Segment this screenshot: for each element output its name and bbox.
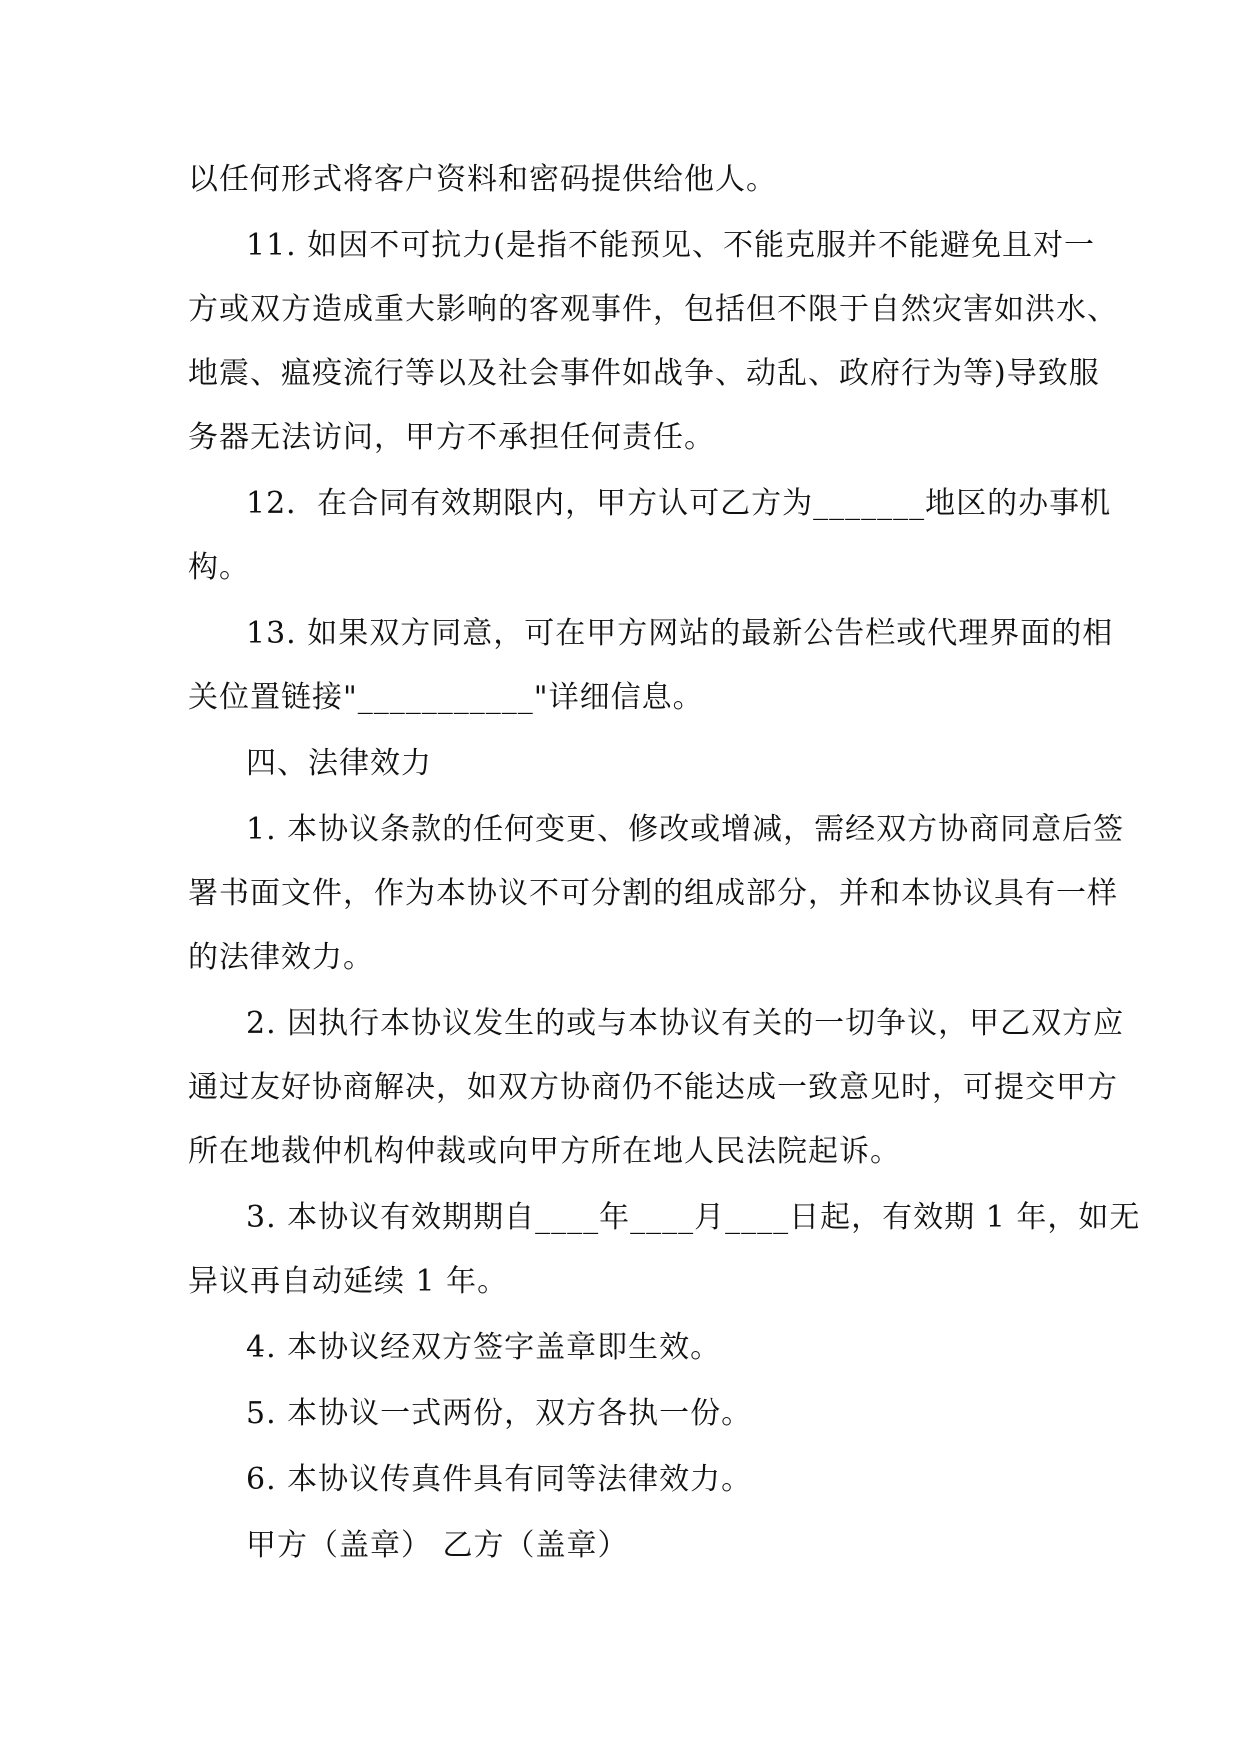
- legal-3-line-2: 异议再自动延续 1 年。: [188, 1264, 509, 1299]
- legal-1-line-2: 署书面文件，作为本协议不可分割的组成部分，并和本协议具有一样: [188, 876, 1118, 911]
- clause-12-line-1: 12．在合同有效期限内，甲方认可乙方为_______地区的办事机: [246, 486, 1112, 521]
- clause-11-line-3: 地震、瘟疫流行等以及社会事件如战争、动乱、政府行为等)导致服: [188, 356, 1100, 391]
- legal-4-line: 4. 本协议经双方签字盖章即生效。: [246, 1330, 722, 1365]
- legal-6-line: 6. 本协议传真件具有同等法律效力。: [246, 1462, 753, 1497]
- clause-13-line-2: 关位置链接"___________"详细信息。: [188, 680, 704, 715]
- clause-12-line-2: 构。: [188, 550, 250, 585]
- legal-1-line-3: 的法律效力。: [188, 940, 374, 975]
- legal-3-line-1: 3. 本协议有效期期自____年____月____日起，有效期 1 年，如无: [246, 1200, 1141, 1235]
- legal-5-line: 5. 本协议一式两份，双方各执一份。: [246, 1396, 753, 1431]
- text-line-1: 以任何形式将客户资料和密码提供给他人。: [188, 162, 777, 197]
- clause-11-line-2: 方或双方造成重大影响的客观事件，包括但不限于自然灾害如洪水、: [188, 292, 1118, 327]
- clause-11-line-1: 11. 如因不可抗力(是指不能预见、不能克服并不能避免且对一: [246, 228, 1095, 263]
- clause-11-line-4: 务器无法访问，甲方不承担任何责任。: [188, 420, 715, 455]
- legal-2-line-1: 2. 因执行本协议发生的或与本协议有关的一切争议，甲乙双方应: [246, 1006, 1125, 1041]
- legal-2-line-2: 通过友好协商解决，如双方协商仍不能达成一致意见时，可提交甲方: [188, 1070, 1118, 1105]
- signature-line: 甲方（盖章） 乙方（盖章）: [246, 1528, 629, 1563]
- section-heading-legal-effect: 四、法律效力: [246, 746, 432, 781]
- legal-2-line-3: 所在地裁仲机构仲裁或向甲方所在地人民法院起诉。: [188, 1134, 901, 1169]
- clause-13-line-1: 13. 如果双方同意，可在甲方网站的最新公告栏或代理界面的相: [246, 616, 1114, 651]
- legal-1-line-1: 1. 本协议条款的任何变更、修改或增减，需经双方协商同意后签: [246, 812, 1125, 847]
